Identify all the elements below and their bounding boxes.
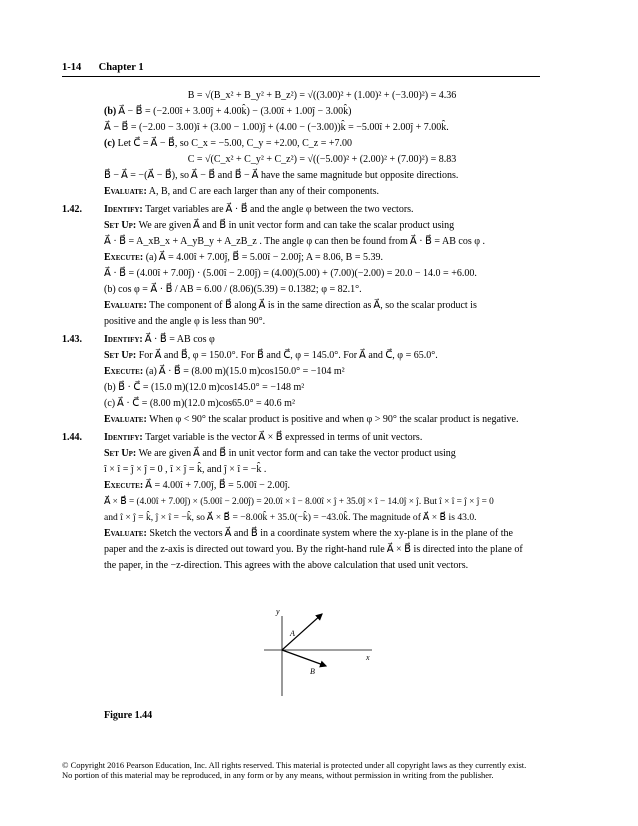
problem-144-execute3: and î × ĵ = k̂, ĵ × î = −k̂, so A⃗ × B⃗ = −8.00k̂ + 35.0(−k̂) = −43.0k̂. The magnitude of A⃗ × B⃗ is 43.0. xyxy=(104,512,477,523)
problem-144-identify: 1.44. Identify: Target variable is the vector A⃗ × B⃗ expressed in terms of unit vectors. xyxy=(62,432,423,443)
problem-143-setup: Set Up: For A⃗ and B⃗, φ = 150.0°. For B⃗ and C⃗, φ = 145.0°. For A⃗ and C⃗, φ = 65.0°. xyxy=(104,350,438,361)
problem-144-evaluate3: the paper, in the −z-direction. This agrees with the above calculation that used unit vectors. xyxy=(104,560,469,571)
problem-144-setup: Set Up: We are given A⃗ and B⃗ in unit vector form and can take the vector product using xyxy=(104,448,456,459)
evaluate-141: Evaluate: A, B, and C are each larger than any of their components. xyxy=(104,186,380,197)
eq-b-magnitude: B = √(B_x² + B_y² + B_z²) = √((3.00)² + (1.00)² + (−3.00)²) = 4.36 xyxy=(187,90,457,101)
x-axis-label: x xyxy=(366,653,370,662)
page-number: 1-14 xyxy=(62,62,82,73)
page-header xyxy=(62,62,540,73)
page-content xyxy=(62,90,540,576)
copyright-line-2: No portion of this material may be reproduced, in any form or by any means, without permission in writing from the publisher. xyxy=(62,770,494,780)
problem-142-setup2: A⃗ · B⃗ = A_xB_x + A_yB_y + A_zB_z . The angle φ can then be found from A⃗ · B⃗ = AB cos φ . xyxy=(104,236,486,247)
y-axis-label: y xyxy=(276,608,280,616)
part-b-line2: A⃗ − B⃗ = (−2.00 − 3.00)î + (3.00 − 1.00)ĵ + (4.00 − (−3.00))k̂ = −5.00î + 2.00ĵ + 7.00k̂. xyxy=(104,122,449,133)
figure-caption: Figure 1.44 xyxy=(104,710,153,721)
copyright-line-1: © Copyright 2016 Pearson Education, Inc. All rights reserved. This material is protected under all copyright laws as they currently exist. xyxy=(62,760,527,770)
vector-a-label: A xyxy=(290,629,295,638)
problem-144-evaluate2: paper and the z-axis is directed out toward you. By the right-hand rule A⃗ × B⃗ is directed into the plane of xyxy=(104,544,523,555)
problem-142-execute2: A⃗ · B⃗ = (4.00î + 7.00ĵ) · (5.00î − 2.00ĵ) = (4.00)(5.00) + (7.00)(−2.00) = 20.0 − 14.0 = +6.00. xyxy=(104,268,477,279)
problem-144-execute2: A⃗ × B⃗ = (4.00î + 7.00ĵ) × (5.00î − 2.00ĵ) = 20.0î × î − 8.00î × ĵ + 35.0ĵ × î − 14.0ĵ × ĵ. But î × î = ĵ × ĵ = 0 xyxy=(104,497,494,507)
problem-143-execute: Execute: (a) A⃗ · B⃗ = (8.00 m)(15.0 m)cos150.0° = −104 m² xyxy=(104,366,345,377)
part-c-line1: (c) Let C⃗ = A⃗ − B⃗, so C_x = −5.00, C_y = +2.00, C_z = +7.00 xyxy=(104,138,353,149)
problem-143-part-c: (c) A⃗ · C⃗ = (8.00 m)(12.0 m)cos65.0° = 40.6 m² xyxy=(104,398,295,409)
problem-142-execute: Execute: (a) A⃗ = 4.00î + 7.00ĵ, B⃗ = 5.00î − 2.00ĵ; A = 8.06, B = 5.39. xyxy=(104,252,383,263)
problem-142-identify: 1.42. Identify: Target variables are A⃗ · B⃗ and the angle φ between the two vectors. xyxy=(62,204,414,215)
part-c-line3: B⃗ − A⃗ = −(A⃗ − B⃗), so A⃗ − B⃗ and B⃗ − A⃗ have the same magnitude but opposite directions. xyxy=(104,170,459,181)
problem-144-execute: Execute: A⃗ = 4.00î + 7.00ĵ, B⃗ = 5.00î − 2.00ĵ. xyxy=(104,480,291,491)
vector-b-label: B xyxy=(310,667,315,676)
figure-1-44 xyxy=(262,608,378,698)
problem-142-part-b: (b) cos φ = A⃗ · B⃗ / AB = 6.00 / (8.06)(5.39) = 0.1382; φ = 82.1°. xyxy=(104,284,362,295)
problem-number: 1.43. xyxy=(62,334,82,345)
problem-142-evaluate2: positive and the angle φ is less than 90°. xyxy=(104,316,266,327)
vector-b-arrow xyxy=(282,650,326,666)
problem-143-part-b: (b) B⃗ · C⃗ = (15.0 m)(12.0 m)cos145.0° = −148 m² xyxy=(104,382,305,393)
part-b-line1: (b) A⃗ − B⃗ = (−2.00î + 3.00ĵ + 4.00k̂) − (3.00î + 1.00ĵ − 3.00k̂) xyxy=(104,106,352,117)
eq-c-magnitude: C = √(C_x² + C_y² + C_z²) = √((−5.00)² + (2.00)² + (7.00)²) = 8.83 xyxy=(187,154,457,165)
problem-143-identify: 1.43. Identify: A⃗ · B⃗ = AB cos φ xyxy=(62,334,215,345)
vector-a-arrow xyxy=(282,614,322,650)
problem-143-evaluate: Evaluate: When φ < 90° the scalar product is positive and when φ > 90° the scalar product is negative. xyxy=(104,414,519,425)
vector-diagram xyxy=(262,608,378,698)
problem-142-evaluate: Evaluate: The component of B⃗ along A⃗ is in the same direction as A⃗, so the scalar product is xyxy=(104,300,477,311)
header-rule xyxy=(62,76,540,77)
copyright-footer xyxy=(62,760,582,780)
chapter-title: Chapter 1 xyxy=(98,62,144,73)
problem-144-evaluate: Evaluate: Sketch the vectors A⃗ and B⃗ in a coordinate system where the xy-plane is in the plane of the xyxy=(104,528,513,539)
problem-number: 1.42. xyxy=(62,204,82,215)
problem-144-setup2: î × î = ĵ × ĵ = 0 , î × ĵ = k̂, and ĵ × î = −k̂ . xyxy=(104,464,267,475)
problem-number: 1.44. xyxy=(62,432,82,443)
problem-142-setup: Set Up: We are given A⃗ and B⃗ in unit vector form and can take the scalar product using xyxy=(104,220,455,231)
